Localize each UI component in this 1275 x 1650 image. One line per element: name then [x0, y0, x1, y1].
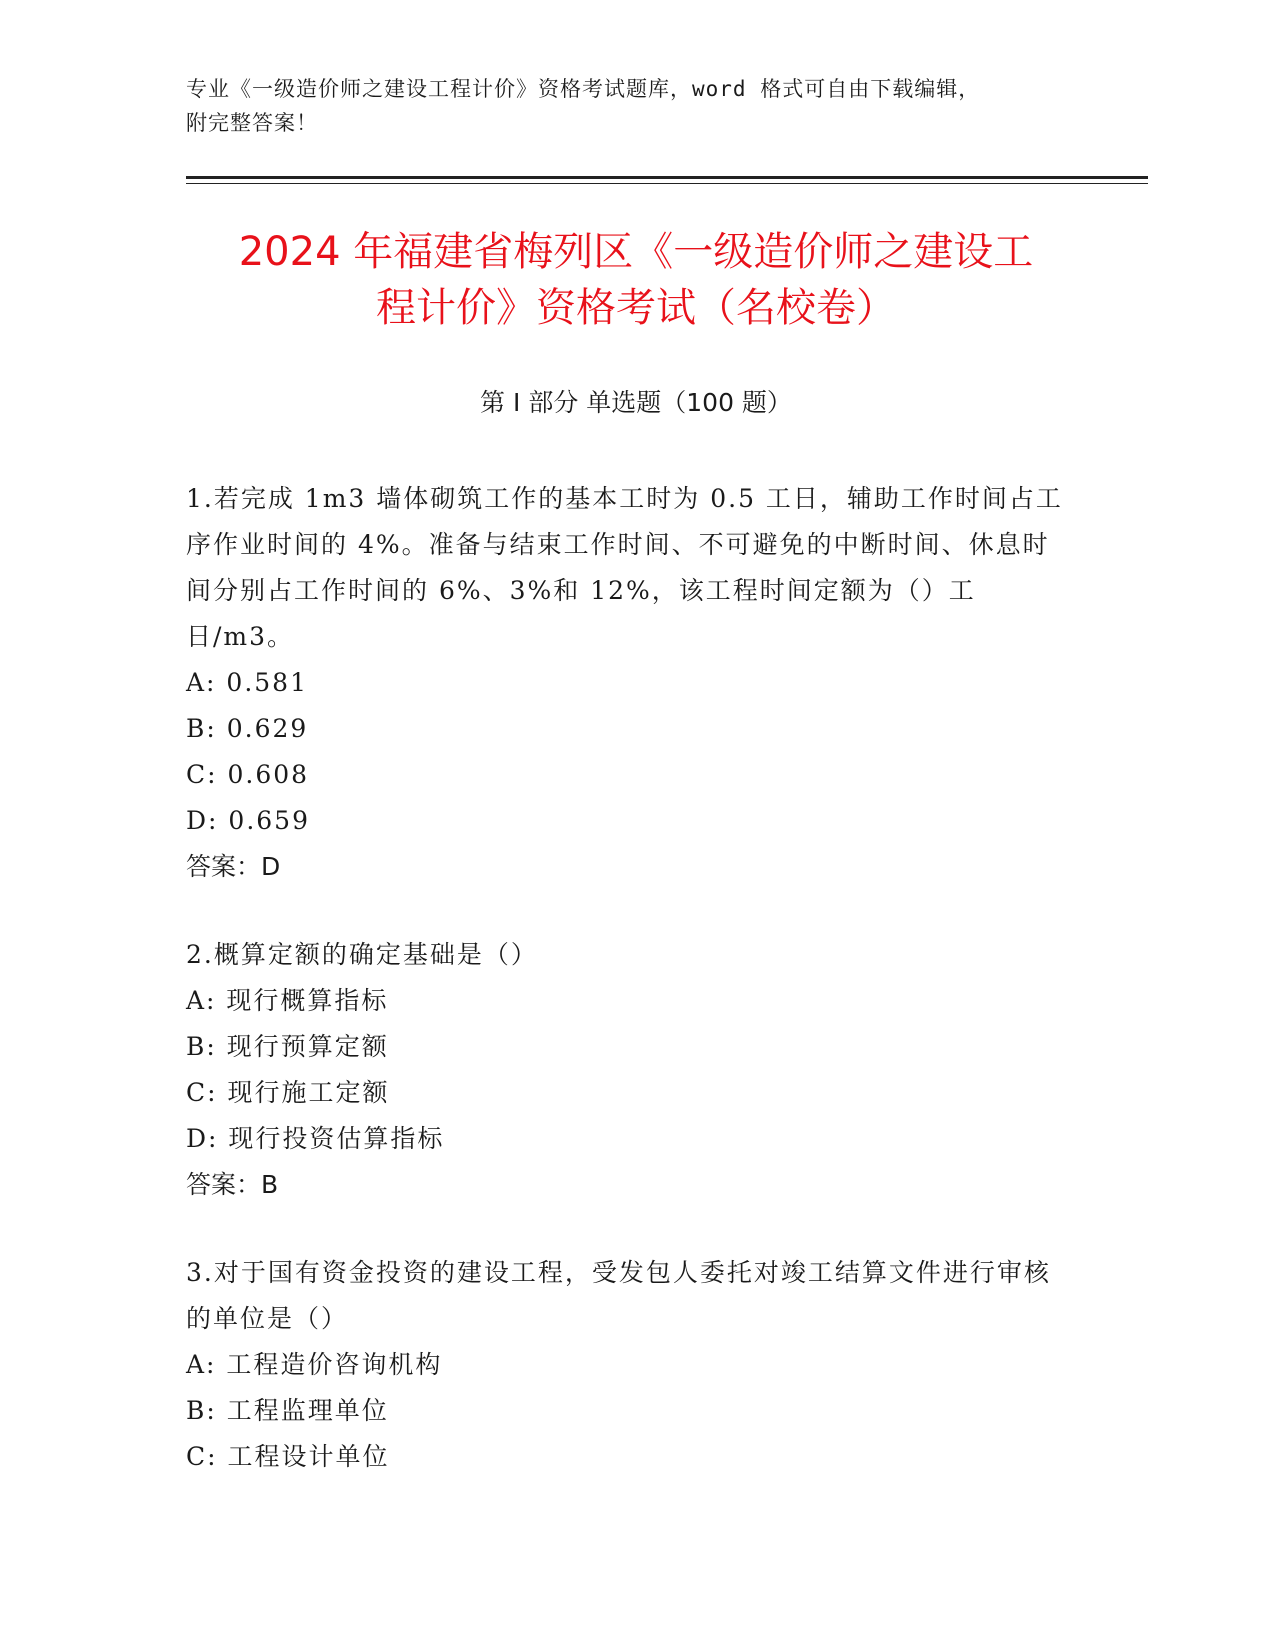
question-2	[186, 932, 1066, 1208]
option-d: D: 0.659	[186, 806, 310, 835]
question-text: 2.概算定额的确定基础是（）	[186, 940, 538, 969]
question-1	[186, 476, 1066, 890]
answer: 答案：B	[186, 1170, 279, 1199]
header-note-line-1: 专业《一级造价师之建设工程计价》资格考试题库，word 格式可自由下载编辑，	[186, 77, 981, 101]
option-a: A: 0.581	[186, 668, 308, 697]
header-note-line-2: 附完整答案！	[186, 111, 318, 135]
option-c: C: 工程设计单位	[186, 1442, 390, 1471]
option-d: D: 现行投资估算指标	[186, 1124, 445, 1153]
question-text: 1.若完成 1m3 墙体砌筑工作的基本工时为 0.5 工日，辅助工作时间占工序作业时间的 4%。准备与结束工作时间、不可避免的中断时间、休息时间分别占工作时间的 6%、3%和 12%，该工程时间定额为（）工日/m3。	[186, 484, 1063, 651]
answer: 答案：D	[186, 852, 281, 881]
option-c: C: 现行施工定额	[186, 1078, 390, 1107]
document-title-line-2: 程计价》资格考试（名校卷）	[376, 285, 896, 331]
question-text: 3.对于国有资金投资的建设工程，受发包人委托对竣工结算文件进行审核的单位是（）	[186, 1258, 1051, 1333]
option-b: B: 工程监理单位	[186, 1396, 389, 1425]
question-3	[186, 1250, 1066, 1480]
option-b: B: 0.629	[186, 714, 309, 743]
section-title: 第 I 部分 单选题（100 题）	[480, 388, 792, 417]
option-a: A: 工程造价咨询机构	[186, 1350, 443, 1379]
document-title	[186, 224, 1086, 336]
question-list	[186, 476, 1066, 1522]
option-b: B: 现行预算定额	[186, 1032, 389, 1061]
header-divider-thick	[186, 176, 1148, 179]
document-title-line-1: 2024 年福建省梅列区《一级造价师之建设工	[238, 229, 1034, 275]
option-c: C: 0.608	[186, 760, 310, 789]
header-divider-thin	[186, 183, 1148, 184]
header-note	[186, 72, 1086, 140]
option-a: A: 现行概算指标	[186, 986, 389, 1015]
